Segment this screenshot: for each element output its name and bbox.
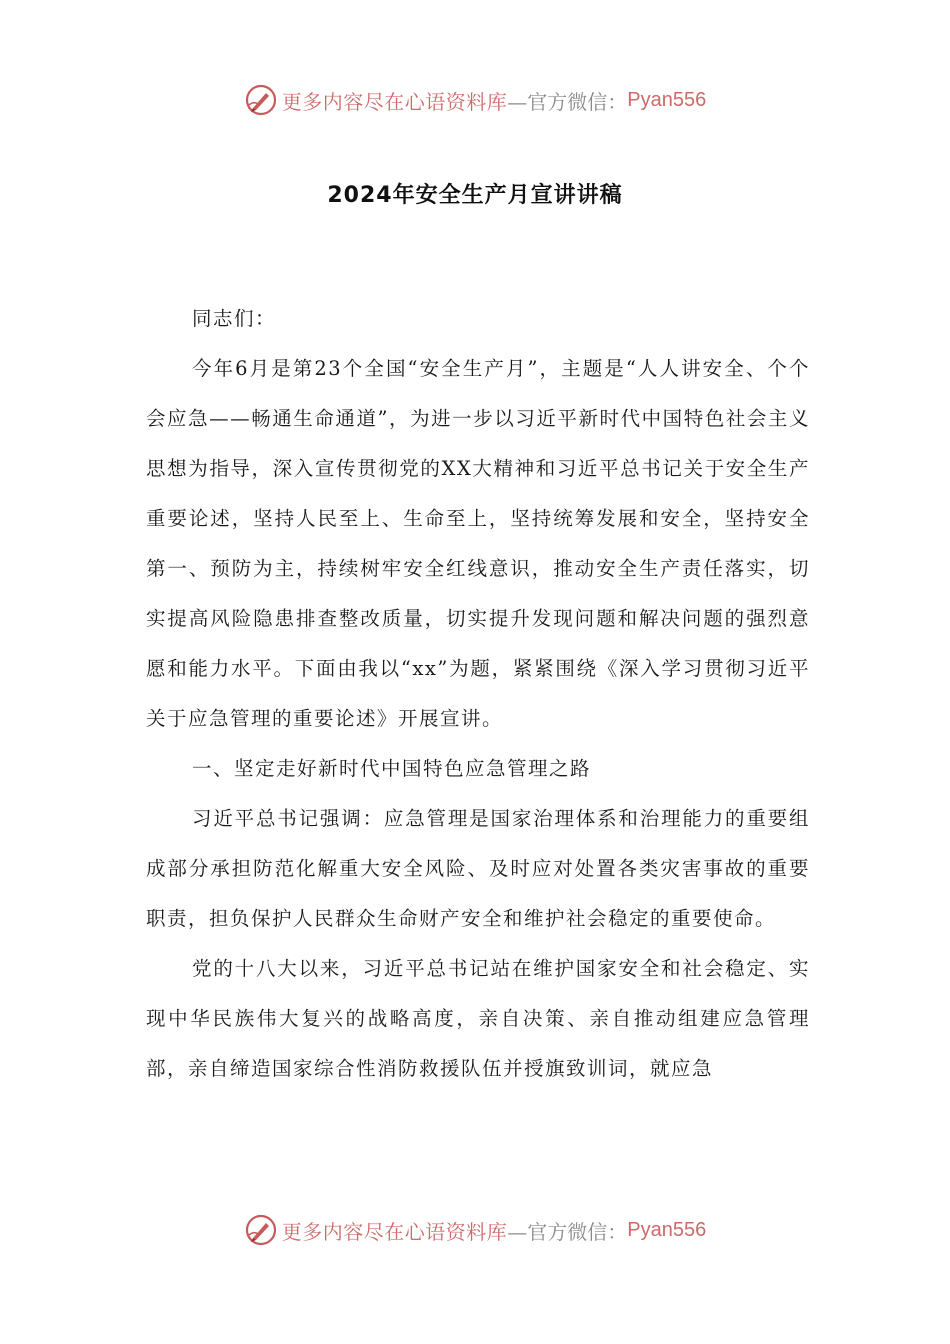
watermark-separator: —官方微信： <box>507 89 628 114</box>
watermark-wechat-id: Pyan556 <box>627 88 707 111</box>
header-watermark <box>0 80 950 120</box>
footer-watermark <box>0 1210 950 1250</box>
paragraph-quote: 习近平总书记强调：应急管理是国家治理体系和治理能力的重要组成部分承担防范化解重大安全风险、及时应对处置各类灾害事故的重要职责，担负保护人民群众生命财产安全和维护社会稳定的重要使命。 <box>146 807 810 930</box>
pen-logo-icon <box>244 1213 278 1247</box>
paragraph-continued: 党的十八大以来，习近平总书记站在维护国家安全和社会稳定、实现中华民族伟大复兴的战略高度，亲自决策、亲自推动组建应急管理部，亲自缔造国家综合性消防救援队伍并授旗致训词，就应急 <box>146 957 810 1080</box>
salutation: 同志们： <box>192 307 277 330</box>
document-title: 2024年安全生产月宣讲讲稿 <box>327 183 623 208</box>
watermark-text: 更多内容尽在心语资料库 <box>281 1219 508 1244</box>
paragraph-intro: 今年6月是第23个全国“安全生产月”，主题是“人人讲安全、个个会应急——畅通生命通道”，为进一步以习近平新时代中国特色社会主义思想为指导，深入宣传贯彻党的XX大精神和习近平总书记关于安全生产重要论述，坚持人民至上、生命至上，坚持统筹发展和安全，坚持安全第一、预防为主，持续树牢安全红线意识，推动安全生产责任落实，切实提高风险隐患排查整改质量，切实提升发现问题和解决问题的强烈意愿和能力水平。下面由我以“xx”为题，紧紧围绕《深入学习贯彻习近平关于应急管理的重要论述》开展宣讲。 <box>146 357 810 730</box>
watermark-wechat-id: Pyan556 <box>627 1218 707 1241</box>
watermark-separator: —官方微信： <box>507 1219 628 1244</box>
pen-logo-icon <box>244 83 278 117</box>
section-heading: 一、坚定走好新时代中国特色应急管理之路 <box>192 757 592 780</box>
watermark-text: 更多内容尽在心语资料库 <box>281 89 508 114</box>
document-body <box>146 294 810 1094</box>
